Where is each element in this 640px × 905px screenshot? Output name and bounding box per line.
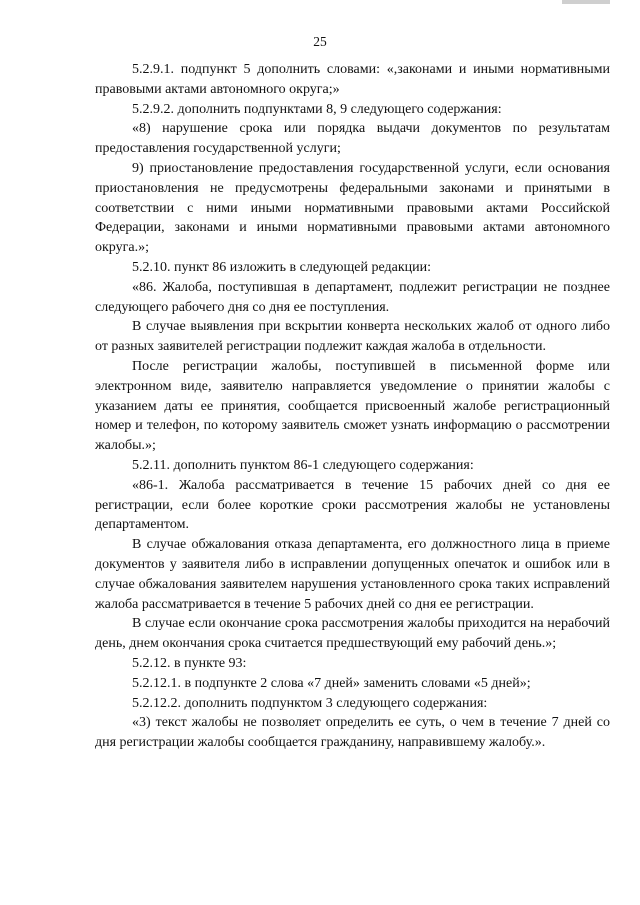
document-body xyxy=(95,60,610,753)
paragraph-5-2-9-1: 5.2.9.1. подпункт 5 дополнить словами: «,законами и иными нормативными правовыми актами автономного округа;» xyxy=(95,62,610,97)
paragraph-86-registration: После регистрации жалобы, поступившей в письменной форме или электронном виде, заявителю направляется уведомление о принятии жалобы с указанием даты ее принятия, сообщается присвоенный жалобе регистрационный номер и телефон, по которому заявитель сможет узнать информацию о рассмотрении жалобы.»; xyxy=(95,358,610,454)
paragraph-5-2-10: 5.2.10. пункт 86 изложить в следующей редакции: xyxy=(132,259,431,275)
paragraph-86-envelope: В случае выявления при вскрытии конверта нескольких жалоб от одного либо от разных заявителей регистрации подлежит каждая жалоба в отдельности. xyxy=(95,319,610,355)
paragraph-item-3: «3) текст жалобы не позволяет определить ее суть, о чем в течение 7 дней со дня регистрации жалобы сообщается гражданину, направившему жалобу.». xyxy=(95,715,610,751)
paragraph-item-8: «8) нарушение срока или порядка выдачи документов по результатам предоставления государственной услуги; xyxy=(95,121,610,157)
paragraph-5-2-9-2: 5.2.9.2. дополнить подпунктами 8, 9 следующего содержания: xyxy=(132,101,502,117)
paragraph-86-1-nonworking-day: В случае если окончание срока рассмотрения жалобы приходится на нерабочий день, днем окончания срока считается предшествующий ему рабочий день.»; xyxy=(95,616,610,652)
paragraph-86-1-appeal: В случае обжалования отказа департамента, его должностного лица в приеме документов у заявителя либо в исправлении допущенных опечаток и ошибок или в случае обжалования заявителем нарушения установленного срока таких исправлений жалоба рассматривается в течение 5 рабочих дней со дня ее регистрации. xyxy=(95,537,610,612)
paragraph-5-2-12-1: 5.2.12.1. в подпункте 2 слова «7 дней» заменить словами «5 дней»; xyxy=(132,675,531,691)
page-number: 25 xyxy=(313,34,327,49)
paragraph-5-2-12-2: 5.2.12.2. дополнить подпунктом 3 следующего содержания: xyxy=(132,695,488,711)
paragraph-86-1: «86-1. Жалоба рассматривается в течение 15 рабочих дней со дня ее регистрации, если более короткие сроки рассмотрения жалобы не установлены департаментом. xyxy=(95,477,610,533)
scan-corner-mark xyxy=(562,0,610,4)
paragraph-5-2-11: 5.2.11. дополнить пунктом 86-1 следующего содержания: xyxy=(132,457,474,473)
paragraph-item-9: 9) приостановление предоставления государственной услуги, если основания приостановления не предусмотрены федеральными законами и принятыми в соответствии с ними иными нормативными правовыми актами Российской Федерации, законами и иными нормативными правовыми актами автономного округа.»; xyxy=(95,160,610,256)
paragraph-5-2-12: 5.2.12. в пункте 93: xyxy=(132,655,247,671)
paragraph-86: «86. Жалоба, поступившая в департамент, подлежит регистрации не позднее следующего рабочего дня со дня ее поступления. xyxy=(95,279,610,315)
